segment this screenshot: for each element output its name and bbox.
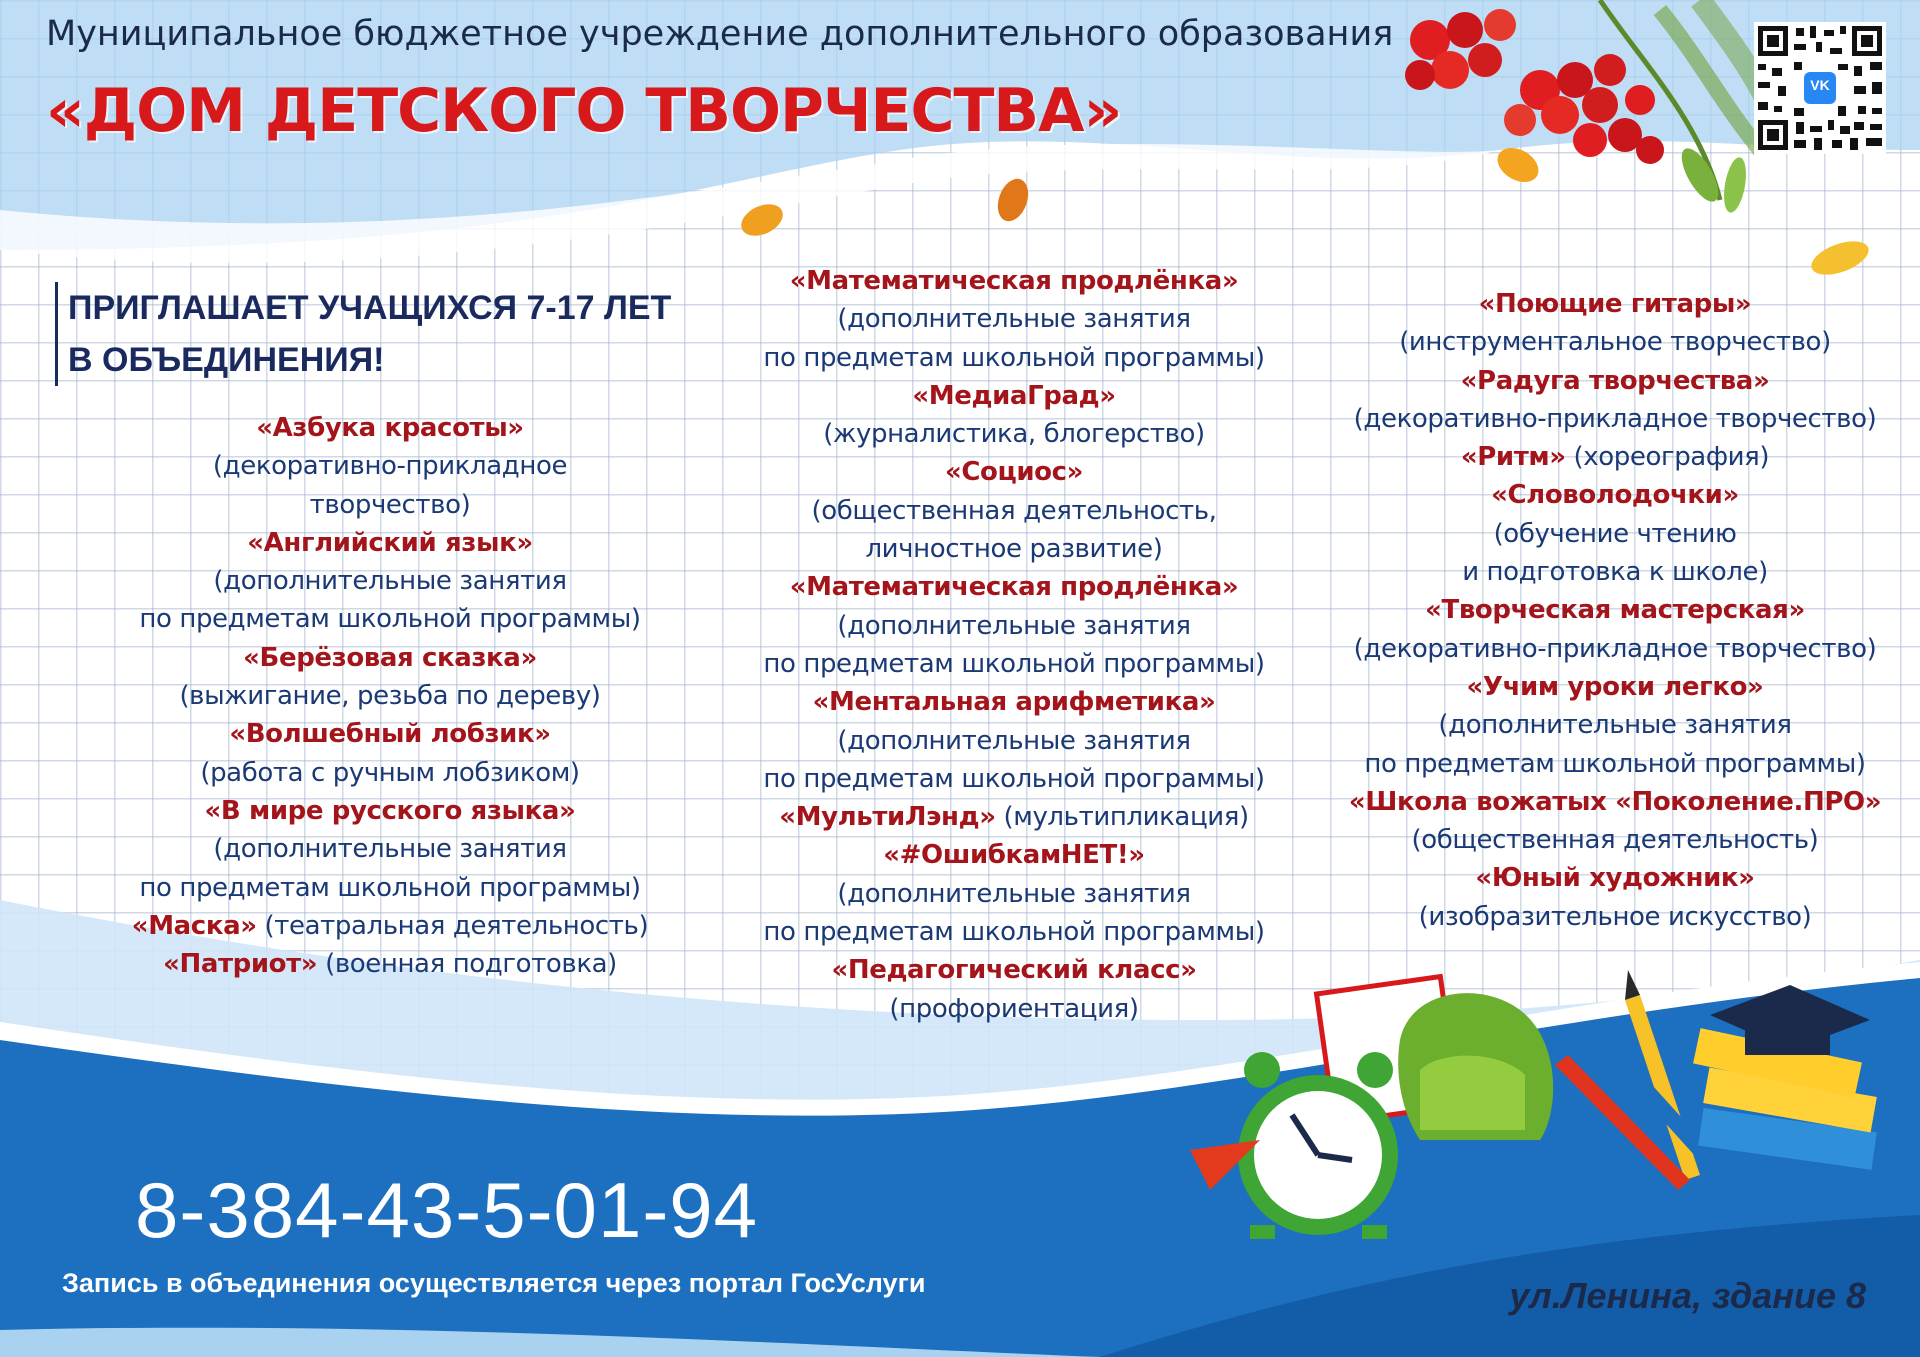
club-description: по предметам школьной программы) [139, 872, 641, 903]
club-title-line [110, 907, 670, 945]
club-description: (выжигание, резьба по дереву) [179, 681, 601, 712]
club-description: творчество) [309, 489, 471, 520]
club-title: «#ОшибкамНЕТ!» [883, 840, 1145, 871]
clubs-column-2 [740, 262, 1288, 1028]
club-description: (хореография) [1573, 442, 1770, 473]
club-title-line [1330, 476, 1900, 514]
club-item [740, 377, 1288, 454]
club-description: (изобразительное искусство) [1418, 901, 1812, 932]
club-description: по предметам школьной программы) [763, 917, 1265, 948]
club-title: «Учим уроки легко» [1466, 671, 1764, 702]
clubs-column-3 [1330, 285, 1900, 936]
club-item [1330, 859, 1900, 936]
club-description: (дополнительные занятия [213, 566, 567, 597]
club-description: (дополнительные занятия [837, 304, 1191, 335]
leaf-decoration [1807, 235, 1873, 282]
club-item [740, 262, 1288, 377]
club-item [1330, 783, 1900, 860]
club-description: по предметам школьной программы) [763, 342, 1265, 373]
club-item [1330, 285, 1900, 362]
club-description: и подготовка к школе) [1462, 557, 1768, 588]
club-description: (декоративно-прикладное творчество) [1353, 633, 1877, 664]
club-item [740, 568, 1288, 683]
club-title-line [740, 453, 1288, 491]
club-title-line [110, 639, 670, 677]
club-title-line [110, 524, 670, 562]
registration-note: Запись в объединения осуществляется через портал ГосУслуги [62, 1268, 926, 1298]
club-description: (мультипликация) [1003, 802, 1249, 833]
club-item [1330, 476, 1900, 591]
club-description: личностное развитие) [865, 534, 1163, 565]
club-title: «Школа вожатых «Поколение.ПРО» [1348, 786, 1882, 817]
club-title-line [1330, 783, 1900, 821]
club-description: (журналистика, блогерство) [823, 419, 1205, 450]
club-title-line [110, 409, 670, 447]
club-item [740, 798, 1288, 836]
club-description: (дополнительные занятия [837, 878, 1191, 909]
club-description: (инструментальное творчество) [1399, 327, 1831, 358]
invite-line: ПРИГЛАШАЕТ УЧАЩИХСЯ 7-17 ЛЕТ [68, 289, 672, 327]
page-title: «ДОМ ДЕТСКОГО ТВОРЧЕСТВА» [46, 76, 1122, 146]
club-title: «Математическая продлёнка» [789, 572, 1239, 603]
club-title: «Математическая продлёнка» [789, 266, 1239, 296]
club-title: «Педагогический класс» [831, 955, 1197, 986]
club-title-line [1330, 285, 1900, 323]
club-title: «Волшебный лобзик» [229, 719, 551, 750]
vk-badge: VK [1810, 77, 1830, 93]
club-item [1330, 438, 1900, 476]
club-title: «Юный художник» [1475, 863, 1755, 894]
club-title: «Маска» [131, 910, 257, 941]
club-description: (декоративно-прикладное [212, 451, 568, 482]
club-item [110, 409, 670, 524]
club-title: «Берёзовая сказка» [243, 642, 537, 673]
club-item [1330, 591, 1900, 668]
phone-number[interactable]: 8-384-43-5-01-94 [135, 1166, 759, 1254]
club-title-line [740, 377, 1288, 415]
club-description: (общественная деятельность, [811, 495, 1217, 526]
club-item [110, 524, 670, 639]
club-title-line [740, 262, 1288, 300]
club-item [110, 639, 670, 716]
club-description: (военная подготовка) [325, 949, 617, 980]
club-description: (профориентация) [889, 993, 1139, 1024]
clubs-column-1 [110, 409, 670, 983]
club-description: по предметам школьной программы) [1364, 748, 1866, 779]
club-description: (декоративно-прикладное творчество) [1353, 403, 1877, 434]
club-title-line [1330, 362, 1900, 400]
club-title-line [110, 715, 670, 753]
club-item [110, 945, 670, 983]
club-title: «Поющие гитары» [1478, 289, 1752, 319]
club-title-line [1330, 438, 1900, 476]
club-title-line [1330, 668, 1900, 706]
club-title: «Творческая мастерская» [1425, 595, 1805, 626]
invite-heading [55, 282, 671, 386]
club-item [1330, 362, 1900, 439]
club-title: «Азбука красоты» [256, 413, 524, 443]
club-title-line [740, 798, 1288, 836]
club-description: по предметам школьной программы) [139, 604, 641, 635]
club-description: (общественная деятельность) [1411, 825, 1819, 856]
club-description: (дополнительные занятия [837, 725, 1191, 756]
club-description: (обучение чтению [1493, 518, 1737, 549]
qr-code[interactable] [1754, 22, 1886, 154]
club-item [740, 951, 1288, 1028]
club-title: «Ментальная арифметика» [812, 687, 1216, 718]
invite-line: В ОБЪЕДИНЕНИЯ! [68, 341, 385, 379]
club-title-line [740, 951, 1288, 989]
club-title-line [110, 792, 670, 830]
club-title: «Патриот» [163, 949, 318, 980]
club-title: «Английский язык» [247, 527, 533, 558]
club-item [110, 792, 670, 907]
organization-name: Муниципальное бюджетное учреждение дополнительного образования [46, 14, 1394, 54]
address: ул.Ленина, здание 8 [1509, 1275, 1866, 1316]
club-item [740, 683, 1288, 798]
club-title-line [740, 683, 1288, 721]
club-description: (дополнительные занятия [1438, 710, 1792, 741]
club-description: (дополнительные занятия [837, 610, 1191, 641]
club-title-line [110, 945, 670, 983]
club-title: «Социос» [944, 457, 1084, 488]
club-item [1330, 668, 1900, 783]
club-title-line [740, 568, 1288, 606]
leaf-decoration [992, 175, 1033, 226]
club-description: (дополнительные занятия [213, 834, 567, 865]
club-title: «Радуга творчества» [1460, 365, 1770, 396]
club-description: (работа с ручным лобзиком) [200, 757, 580, 788]
club-description: по предметам школьной программы) [763, 648, 1265, 679]
club-title: «МультиЛэнд» [779, 802, 996, 833]
club-title: «В мире русского языка» [204, 795, 576, 826]
club-item [740, 453, 1288, 568]
club-item [110, 907, 670, 945]
club-description: по предметам школьной программы) [763, 763, 1265, 794]
club-title-line [740, 836, 1288, 874]
club-title: «МедиаГрад» [912, 380, 1116, 411]
club-title: «Ритм» [1460, 442, 1566, 473]
club-description: (театральная деятельность) [264, 910, 649, 941]
club-title-line [1330, 591, 1900, 629]
club-item [740, 836, 1288, 951]
club-title: «Словолодочки» [1491, 480, 1739, 511]
club-title-line [1330, 859, 1900, 897]
club-item [110, 715, 670, 792]
